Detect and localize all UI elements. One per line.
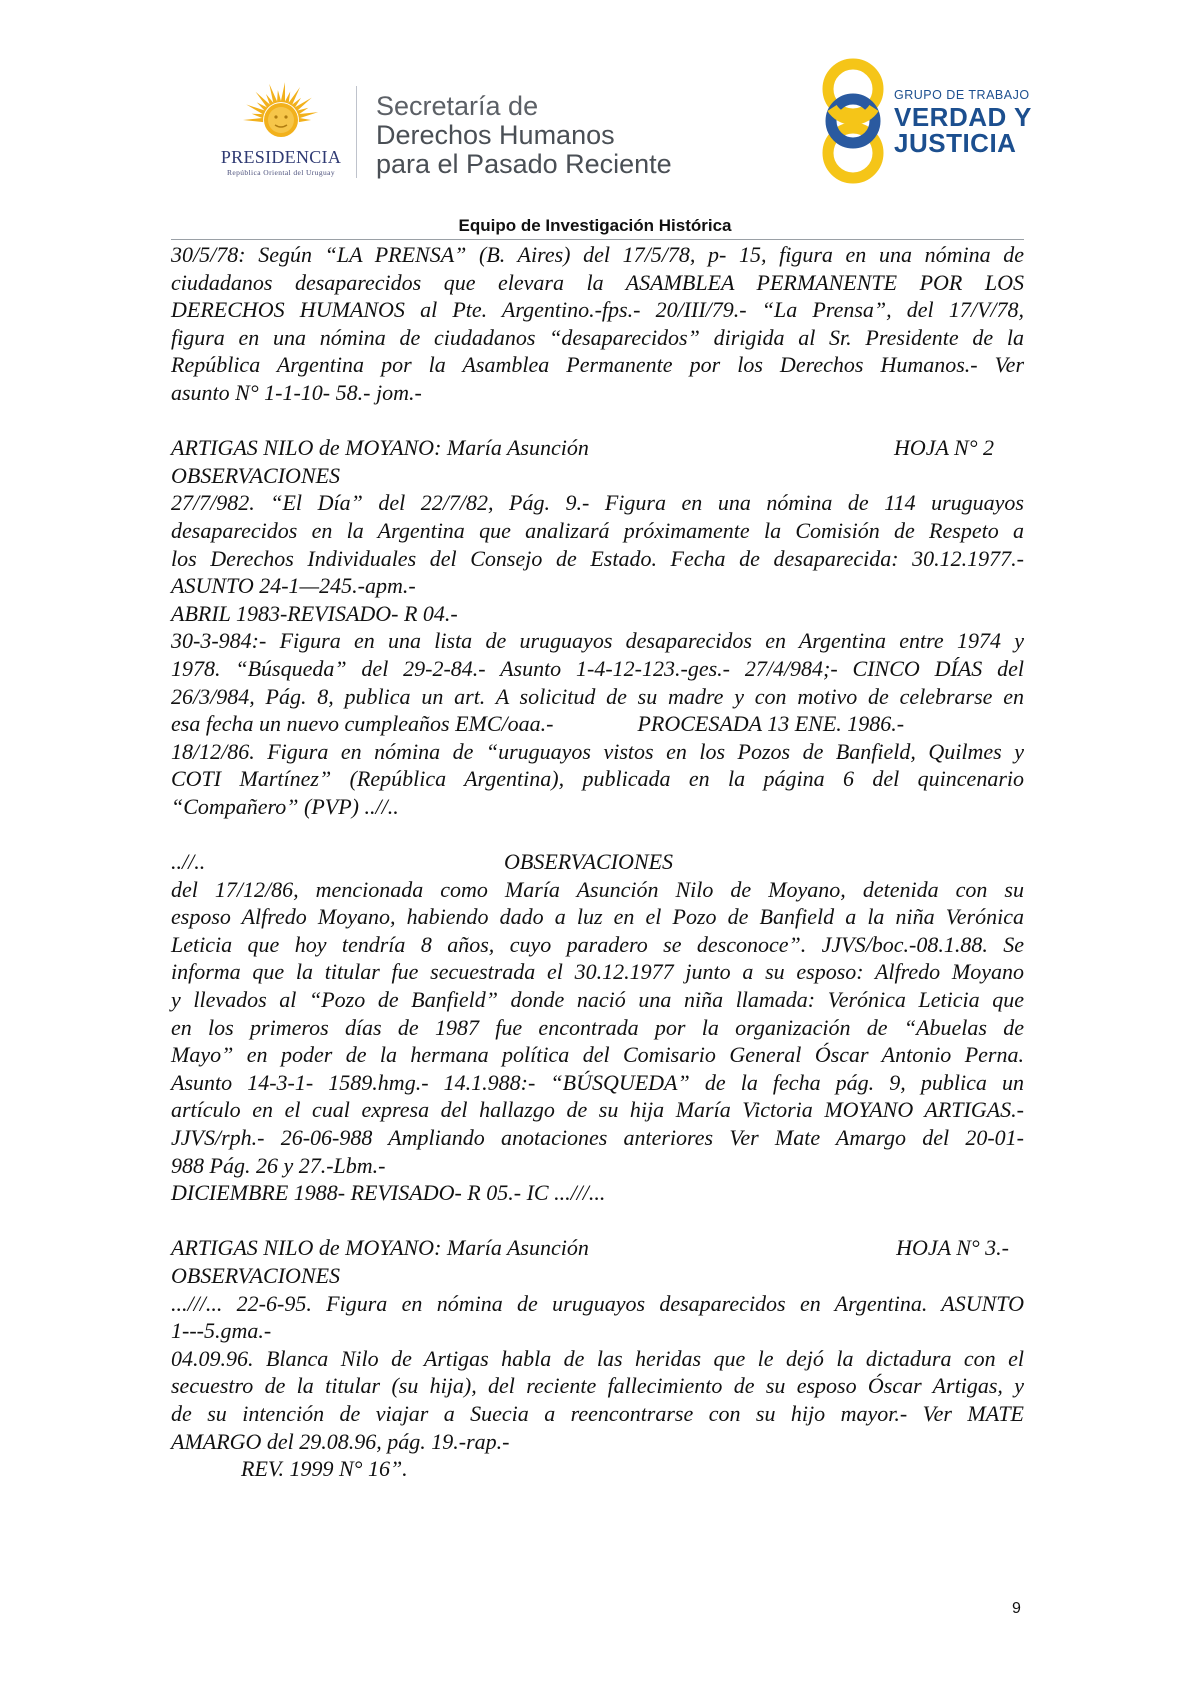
p6-line: en los primeros días de 1987 fue encontrada por la organización de “Abuelas de <box>171 1014 1024 1040</box>
p5-line: 18/12/86. Figura en nómina de “uruguayos vistos en los Pozos de Banfield, Quilmes y <box>171 738 1024 764</box>
p6-line: del 17/12/86, mencionada como María Asunción Nilo de Moyano, detenida con su <box>171 876 1024 902</box>
p6-line: Asunto 14-3-1- 1589.hmg.- 14.1.988:- “BÚSQUEDA” de la fecha pág. 9, publica un <box>171 1069 1024 1095</box>
p9-line: secuestro de la titular (su hija), del reciente fallecimiento de su esposo Óscar Artigas, y <box>171 1373 1024 1399</box>
p4-line: 26/3/984, Pág. 8, publica un art. A solicitud de su madre y con motivo de celebrarse en <box>171 683 1024 709</box>
p1-line: ciudadanos desaparecidos que elevara la ASAMBLEA PERMANENTE POR LOS <box>171 269 1024 295</box>
p6-line: artículo en el cual expresa del hallazgo de su hija María Victoria MOYANO ARTIGAS.- <box>171 1097 1024 1123</box>
sun-ray <box>298 112 318 118</box>
sheet-3-observaciones: OBSERVACIONES <box>171 1262 341 1288</box>
p5-line: COTI Martínez” (República Argentina), publicada en la página 6 del quincenario <box>171 766 1024 792</box>
p4-last-line <box>171 710 1024 738</box>
presidencia-name: PRESIDENCIA <box>220 147 342 167</box>
p1-line: 30/5/78: Según “LA PRENSA” (B. Aires) del 17/5/78, p- 15, figura en una nómina de <box>171 242 1024 267</box>
presidencia-subtitle: República Oriental del Uruguay <box>226 168 335 177</box>
p6-line: esposo Alfredo Moyano, habiendo dado a luz en el Pozo de Banfield a la niña Verónica <box>171 904 1024 930</box>
sun-ray <box>252 114 264 119</box>
sheet-2-hoja: HOJA N° 2 <box>893 435 994 461</box>
presidencia-logo <box>196 80 366 180</box>
p10-line: REV. 1999 N° 16”. <box>241 1456 408 1482</box>
p6-line: informa que la titular fue secuestrada el 30.12.1977 junto a su esposo: Alfredo Moyano <box>171 959 1024 985</box>
p6-line: y llevados al “Pozo de Banfield” donde nació una niña llamada: Verónica Leticia que <box>171 987 1024 1013</box>
p6-line: Leticia que hoy tendría 8 años, cuyo paradero se desconoce”. JJVS/boc.-08.1.88. Se <box>171 931 1024 957</box>
sheet-3-name: ARTIGAS NILO de MOYANO: María Asunción <box>171 1235 589 1261</box>
p3-line: ABRIL 1983-REVISADO- R 04.- <box>171 600 458 626</box>
p1-line: asunto N° 1-1-10- 58.- jom.- <box>171 379 422 405</box>
p2-line: los Derechos Individuales del Consejo de Estado. Fecha de desaparecida: 30.12.1977.- <box>171 545 1024 571</box>
p4-line: esa fecha un nuevo cumpleaños EMC/oaa.- <box>171 711 554 737</box>
sun-icon <box>236 80 326 150</box>
sheet-2-name: ARTIGAS NILO de MOYANO: María Asunción <box>171 435 589 461</box>
sun-ray <box>299 118 311 122</box>
sun-ray <box>277 90 281 102</box>
p2-line: ASUNTO 24-1—245.-apm.- <box>171 573 416 599</box>
sun-ray <box>281 82 285 102</box>
grupo-line-2: JUSTICIA <box>894 128 1017 158</box>
continuation-observaciones: OBSERVACIONES <box>504 849 674 875</box>
p9-line: 04.09.96. Blanca Nilo de Artigas habla de las heridas que le dejó la dictadura con el <box>171 1345 1024 1371</box>
secretaria-logo <box>376 92 672 179</box>
p6-line: 988 Pág. 26 y 27.-Lbm.- <box>171 1152 386 1178</box>
p8-line: ...///... 22-6-95. Figura en nómina de uruguayos desaparecidos en Argentina. ASUNTO <box>171 1290 1024 1316</box>
grupo-line-1: VERDAD Y <box>894 102 1032 132</box>
page-number: 9 <box>1012 1600 1021 1617</box>
p6-line: JJVS/rph.- 26-06-988 Ampliando anotaciones anteriores Ver Mate Amargo del 20-01- <box>171 1125 1024 1150</box>
sheet-3-hoja: HOJA N° 3.- <box>896 1235 1009 1261</box>
secretaria-line-3: para el Pasado Reciente <box>376 149 672 179</box>
p9-line: de su intención de viajar a Suecia a reencontrarse con su hijo mayor.- Ver MATE <box>171 1400 1024 1426</box>
continuation-header <box>171 848 1024 876</box>
p2-line: 27/7/982. “El Día” del 22/7/82, Pág. 9.- Figura en una nómina de 114 uruguayos <box>171 490 1024 516</box>
p1-line: República Argentina por la Asamblea Permanente por los Derechos Humanos.- Ver <box>171 352 1024 378</box>
sheet-3-header <box>171 1234 1024 1262</box>
p5-line: “Compañero” (PVP) ..//.. <box>171 793 399 819</box>
p8-line: 1---5.gma.- <box>171 1318 272 1344</box>
sheet-2-observaciones: OBSERVACIONES <box>171 462 341 488</box>
document-body <box>171 241 1024 1483</box>
p6-line: Mayo” en poder de la hermana política del Comisario General Óscar Antonio Perna. <box>171 1042 1024 1068</box>
sheet-2-header <box>171 434 1024 462</box>
grupo-small-label: GRUPO DE TRABAJO <box>894 88 1030 102</box>
p2-line: desaparecidos en la Argentina que analizará próximamente la Comisión de Respeto a <box>171 517 1024 543</box>
procesada-note: PROCESADA 13 ENE. 1986.- <box>637 711 905 737</box>
p1-line: DERECHOS HUMANOS al Pte. Argentino.-fps.- 20/III/79.- “La Prensa”, del 17/V/78, <box>171 297 1024 323</box>
secretaria-line-2: Derechos Humanos <box>376 120 615 150</box>
p1-line: figura en una nómina de ciudadanos “desaparecidos” dirigida al Sr. Presidente de la <box>171 324 1024 350</box>
p4-line: 30-3-984:- Figura en una lista de uruguayos desaparecidos en Argentina entre 1974 y <box>171 628 1024 654</box>
sun-ray <box>288 87 300 106</box>
p4-line: 1978. “Búsqueda” del 29-2-84.- Asunto 1-4-12-123.-ges.- 27/4/984;- CINCO DÍAS del <box>171 655 1024 681</box>
continuation-mark: ..//.. <box>171 849 206 875</box>
team-heading: Equipo de Investigación Histórica <box>458 216 732 235</box>
secretaria-line-1: Secretaría de <box>376 91 539 121</box>
p9-line: AMARGO del 29.08.96, pág. 19.-rap.- <box>171 1428 510 1454</box>
header-divider <box>356 86 357 178</box>
rings-icon <box>818 56 888 186</box>
verdad-justicia-logo <box>818 56 1048 186</box>
p7-line: DICIEMBRE 1988- REVISADO- R 05.- IC ...///... <box>171 1180 606 1206</box>
sun-ray <box>243 118 263 122</box>
header-rule <box>171 239 1024 240</box>
